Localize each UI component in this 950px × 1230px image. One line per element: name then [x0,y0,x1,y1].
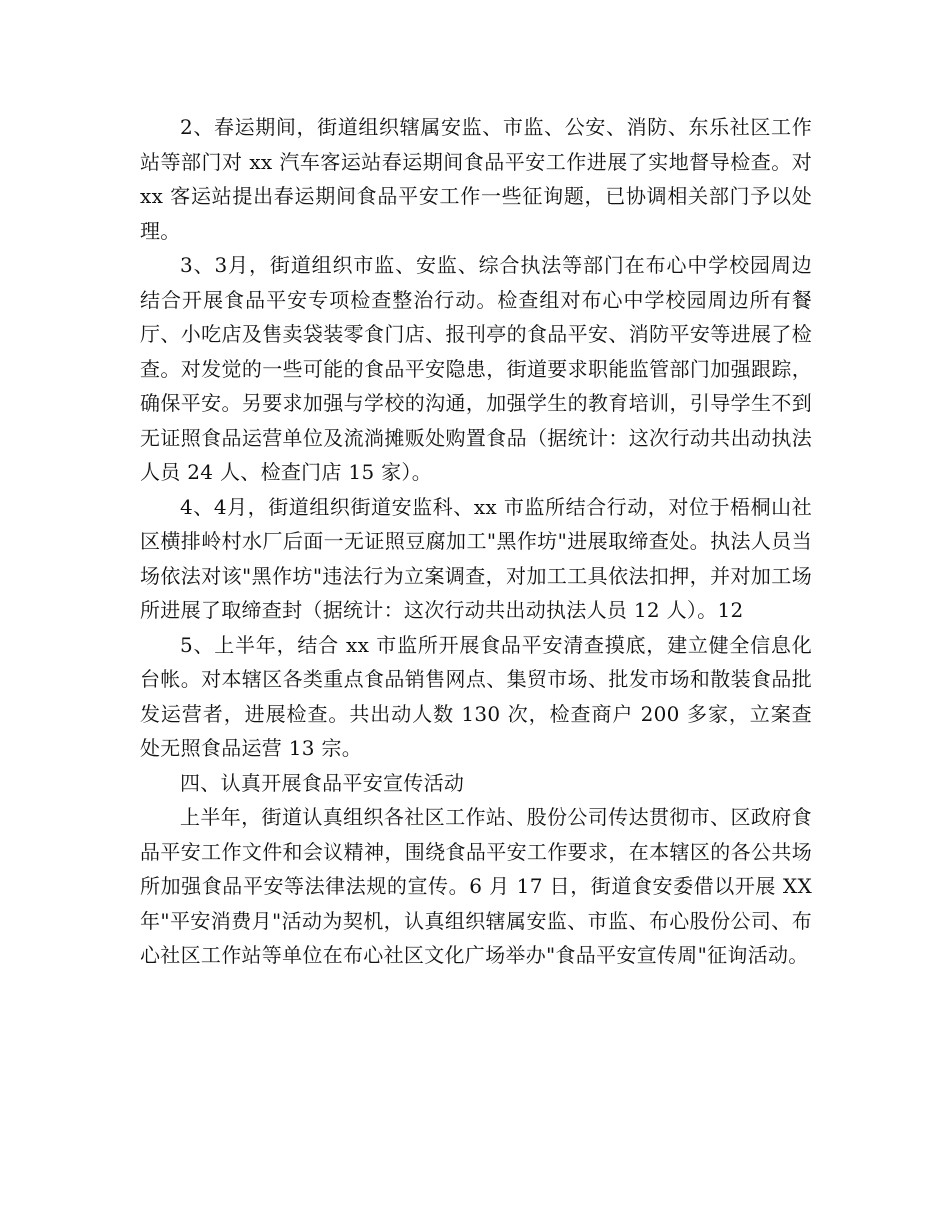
paragraph-item-3: 3、3月，街道组织市监、安监、综合执法等部门在布心中学校园周边结合开展食品平安专项检查整治行动。检查组对布心中学校园周边所有餐厅、小吃店及售卖袋装零食门店、报刊亭的食品平安、消防平安等进展了检查。对发觉的一些可能的食品平安隐患，街道要求职能监管部门加强跟踪，确保平安。另要求加强与学校的沟通，加强学生的教育培训，引导学生不到无证照食品运营单位及流淌摊贩处购置食品（据统计：这次行动共出动执法人员 24 人、检查门店 15 家）。 [140,253,812,484]
paragraph-item-4: 4、4月，街道组织街道安监科、xx 市监所结合行动，对位于梧桐山社区横排岭村水厂后面一无证照豆腐加工"黑作坊"进展取缔查处。执法人员当场依法对该"黑作坊"违法行为立案调查，对加工工具依法扣押，并对加工场所进展了取缔查封（据统计：这次行动共出动执法人员 12 人）。12 [140,494,812,622]
paragraph-item-2: 2、春运期间，街道组织辖属安监、市监、公安、消防、东乐社区工作站等部门对 xx 汽车客运站春运期间食品平安工作进展了实地督导检查。对 xx 客运站提出春运期间食品平安工作一些征询题，已协调相关部门予以处理。 [140,115,812,243]
document-page [140,110,812,973]
paragraph-item-5: 5、上半年，结合 xx 市监所开展食品平安清查摸底，建立健全信息化台帐。对本辖区各类重点食品销售网点、集贸市场、批发市场和散装食品批发运营者，进展检查。共出动人数 130 次，检查商户 200 多家，立案查处无照食品运营 13 宗。 [140,632,812,760]
paragraph-publicity: 上半年，街道认真组织各社区工作站、股份公司传达贯彻市、区政府食品平安工作文件和会议精神，围绕食品平安工作要求，在本辖区的各公共场所加强食品平安等法律法规的宣传。6 月 17 日，街道食安委借以开展 XX 年"平安消费月"活动为契机，认真组织辖属安监、市监、布心股份公司、布心社区工作站等单位在布心社区文化广场举办"食品平安宣传周"征询活动。 [140,805,812,967]
section-heading: 四、认真开展食品平安宣传活动 [180,770,465,795]
